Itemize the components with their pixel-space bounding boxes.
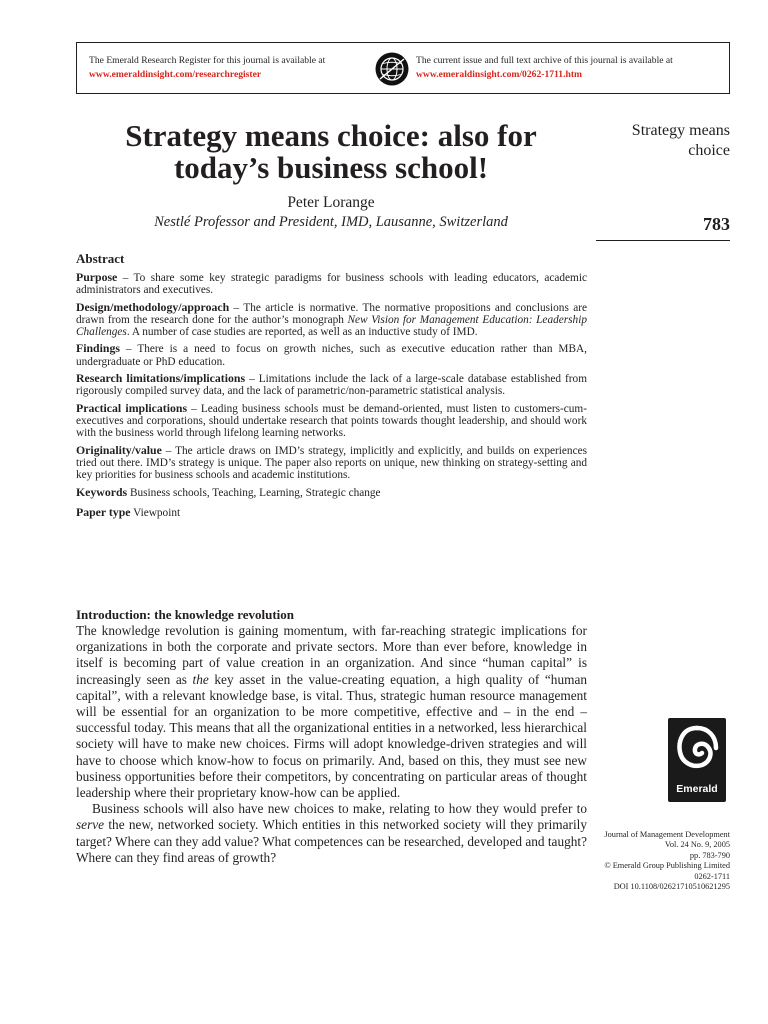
introduction-section [76, 607, 587, 866]
intro-p2-emphasis: serve [76, 817, 105, 833]
author-affiliation: Nestlé Professor and President, IMD, Lausanne, Switzerland [154, 214, 508, 230]
abstract-practical [76, 402, 587, 440]
keywords-text: Business schools, Teaching, Learning, Strategic change [127, 487, 381, 500]
intro-p1-text-b: key asset in the value-creating equation, a high quality of “human capital”, with a relevant knowledge base, is vital. Thus, strategic human resource management will be essential for an organization to be more competitive, effective and – in the end – successful today. This means that all the organizational entities in a networked, less hierarchical society will have to make new choices. Firms will adopt knowledge-driven strategies and will have to choose which know-how to focus on primarily. And, based on this, they must see new business opportunities before their competitors, by concentrating on particular areas of thought leadership where their proprietary know-how can be applied. [76, 671, 587, 801]
abstract [76, 251, 587, 523]
findings-label: Findings [76, 341, 120, 356]
journal-pages: pp. 783-790 [689, 850, 730, 860]
journal-archive-link[interactable]: www.emeraldinsight.com/0262-1711.htm [416, 69, 583, 80]
abstract-limitations [76, 372, 587, 398]
research-register-link[interactable]: www.emeraldinsight.com/researchregister [89, 69, 262, 80]
journal-name: Journal of Management Development [604, 830, 730, 839]
page-number-rule [596, 240, 730, 241]
limitations-text: – Limitations include the lack of a large-scale database established from rigorously compiled survey data, and the lack of parametric/non-parametric statistical analysis. [76, 373, 587, 398]
limitations-label: Research limitations/implications [76, 371, 246, 386]
globe-icon [375, 52, 409, 86]
abstract-findings [76, 342, 587, 368]
running-head-line1: Strategy means [631, 122, 730, 139]
practical-text: – Leading business schools must be demand-oriented, must listen to customers-cum-executives and corporations, should undertake research that points towards thought leadership, and should work with the business world through lifelong learning networks. [76, 402, 587, 440]
intro-p1-emphasis: the [192, 671, 209, 687]
abstract-heading: Abstract [76, 251, 125, 266]
paper-type-label: Paper type [76, 504, 131, 519]
design-monograph-title: New Vision for Management Education: Leadership Challenges [76, 313, 587, 339]
purpose-label: Purpose [76, 270, 118, 284]
abstract-originality [76, 444, 587, 482]
journal-issn: 0262-1711 [694, 871, 730, 881]
abstract-paper-type [76, 506, 587, 519]
intro-p2-text-a: Business schools will also have new choices to make, relating to how they would prefer to [92, 801, 587, 817]
journal-copyright: © Emerald Group Publishing Limited [604, 861, 730, 871]
banner-left [89, 54, 379, 82]
paper-type-text: Viewpoint [130, 506, 181, 519]
journal-doi: DOI 10.1108/02621710510621295 [613, 882, 730, 892]
intro-paragraph-1 [76, 623, 587, 801]
journal-info [588, 830, 730, 892]
banner-right-text: The current issue and full text archive of this journal is available at [416, 55, 673, 66]
page-number: 783 [703, 214, 730, 234]
abstract-purpose [76, 271, 587, 297]
author-name: Peter Lorange [287, 194, 375, 211]
journal-volume: Vol. 24 No. 9, 2005 [664, 840, 730, 850]
emerald-logo-text: Emerald [676, 783, 718, 795]
originality-text: – The article draws on IMD’s strategy, implicitly and explicitly, and builds on experiences tried out there. IMD’s strategy is unique. The paper also reports on unique, new thinking on strategy-setting and key priorities for business schools and academic institutions. [76, 444, 587, 482]
originality-label: Originality/value [76, 442, 162, 457]
abstract-design [76, 301, 587, 339]
abstract-keywords [76, 486, 587, 499]
article-title: Strategy means choice: also for today’s business school! [125, 118, 537, 185]
practical-label: Practical implications [76, 400, 188, 415]
running-head [596, 121, 730, 161]
design-label: Design/methodology/approach [76, 299, 230, 314]
emerald-banner [76, 42, 730, 94]
banner-right [416, 54, 726, 82]
intro-heading: Introduction: the knowledge revolution [76, 607, 295, 622]
banner-left-text: The Emerald Research Register for this journal is available at [89, 55, 326, 66]
intro-p2-text-b: the new, networked society. Which entities in this networked society will they primarily target? Where can they add value? What competences can be researched, developed and taught? Where can they find areas of growth? [76, 817, 587, 865]
intro-p1-text-a: The knowledge revolution is gaining momentum, with far-reaching strategic implications for organizations in both the corporate and private sectors. More than ever before, knowledge in itself is becoming part of value creation in an organization. And since “human capital” is increasingly seen as [76, 623, 587, 687]
keywords-label: Keywords [76, 485, 128, 500]
findings-text: – There is a need to focus on growth niches, such as executive education rather than MBA, undergraduate or PhD education. [76, 343, 587, 368]
running-head-line2: choice [688, 142, 730, 159]
design-text-b: . A number of case studies are reported, as well as an inductive study of IMD. [126, 326, 478, 339]
purpose-text: – To share some key strategic paradigms for business schools with leading educators, academic administrators and executives. [76, 272, 587, 297]
emerald-logo [668, 718, 726, 802]
intro-paragraph-2 [76, 801, 587, 866]
design-text-a: – The article is normative. The normative propositions and conclusions are drawn from the research done for the author’s monograph [76, 301, 587, 326]
